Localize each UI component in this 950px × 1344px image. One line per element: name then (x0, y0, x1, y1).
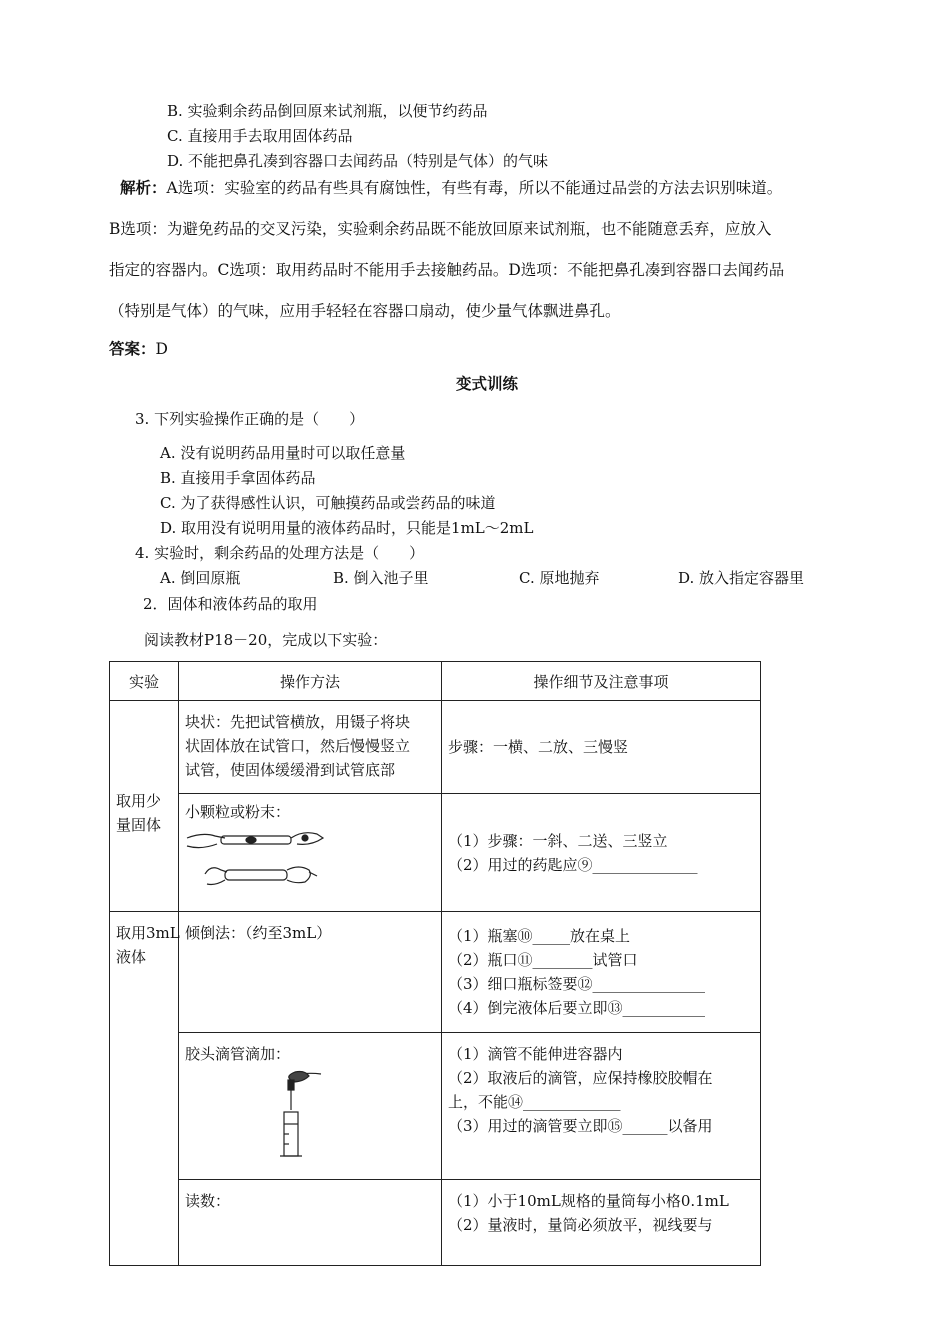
powder-method: 小颗粒或粉末： (185, 803, 291, 821)
solid-label-line-1: 取用少 (116, 792, 162, 810)
dropper-notes-line-1: （1）滴管不能伸进容器内 (448, 1045, 623, 1063)
header-method: 操作方法 (179, 662, 442, 701)
q2-option-c: C. 直接用手去取用固体药品 (167, 127, 353, 145)
answer-value: D (155, 340, 168, 358)
analysis-text-1: A选项：实验室的药品有些具有腐蚀性，有些有毒，所以不能通过品尝的方法去识别味道。 (166, 179, 783, 197)
table-row-reading (110, 1180, 761, 1266)
cell-solid-label (110, 701, 179, 912)
instruction-text: 阅读教材P18－20，完成以下实验： (144, 631, 388, 649)
q4-option-d: D. 放入指定容器里 (678, 569, 805, 587)
dropper-notes-line-3: 上，不能⑭_____________ (448, 1093, 621, 1111)
liquid-label-line-1: 取用3mL (116, 924, 180, 942)
pour-notes-line-4: （4）倒完液体后要立即⑬___________ (448, 999, 706, 1017)
q4-option-a: A. 倒回原瓶 (160, 569, 241, 587)
table-row-block (110, 701, 761, 794)
subsection-title: 2．固体和液体药品的取用 (143, 595, 318, 613)
q3-stem: 3. 下列实验操作正确的是（ ） (135, 410, 365, 428)
cell-dropper-method (179, 1033, 442, 1180)
dropper-method: 胶头滴管滴加： (185, 1045, 291, 1063)
cell-pour-method (179, 912, 442, 1033)
liquid-label-line-2: 液体 (116, 948, 147, 966)
dropper-notes-line-2: （2）取液后的滴管，应保持橡胶胶帽在 (448, 1069, 713, 1087)
reading-method: 读数： (185, 1192, 231, 1210)
analysis-line-1 (120, 176, 782, 198)
q4-option-c: C. 原地抛弃 (519, 569, 600, 587)
q2-option-b: B. 实验剩余药品倒回原来试剂瓶，以便节约药品 (167, 102, 488, 120)
header-notes: 操作细节及注意事项 (442, 662, 761, 701)
cell-reading-notes (442, 1180, 761, 1266)
header-experiment: 实验 (110, 662, 179, 701)
dropper-illustration-icon (185, 1068, 335, 1160)
dropper-notes-line-4: （3）用过的滴管要立即⑮______以备用 (448, 1117, 713, 1135)
section-title: 变式训练 (456, 375, 519, 393)
pour-notes-line-2: （2）瓶口⑪________试管口 (448, 951, 638, 969)
table-header-row (110, 662, 761, 701)
cell-powder-method (179, 794, 442, 912)
q4-stem: 4. 实验时，剩余药品的处理方法是（ ） (135, 544, 425, 562)
q3-option-d: D. 取用没有说明用量的液体药品时，只能是1mL～2mL (160, 519, 534, 537)
cell-pour-notes (442, 912, 761, 1033)
pour-notes-line-3: （3）细口瓶标签要⑫_______________ (448, 975, 706, 993)
analysis-label: 解析： (120, 179, 167, 197)
q2-option-d: D. 不能把鼻孔凑到容器口去闻药品（特别是气体）的气味 (167, 152, 549, 170)
cell-block-method (179, 701, 442, 794)
experiment-table (109, 661, 761, 1266)
q4-option-b: B. 倒入池子里 (333, 569, 429, 587)
q3-option-b: B. 直接用手拿固体药品 (160, 469, 316, 487)
reading-notes-line-1: （1）小于10mL规格的量筒每小格0.1mL (448, 1192, 729, 1210)
cell-powder-notes (442, 794, 761, 912)
cell-dropper-notes (442, 1033, 761, 1180)
reading-notes-line-2: （2）量液时，量筒必须放平，视线要与 (448, 1216, 713, 1234)
pour-notes-line-1: （1）瓶塞⑩_____放在桌上 (448, 927, 631, 945)
q3-option-a: A. 没有说明药品用量时可以取任意量 (160, 444, 406, 462)
cell-block-notes (442, 701, 761, 794)
table-row-dropper (110, 1033, 761, 1180)
powder-notes-line-1: （1）步骤：一斜、二送、三竖立 (448, 831, 668, 850)
block-method-line-1: 块状：先把试管横放，用镊子将块 (185, 713, 411, 731)
powder-scoop-illustration-icon (185, 824, 325, 894)
answer-line (109, 337, 168, 359)
block-notes: 步骤：一横、二放、三慢竖 (448, 738, 629, 756)
table-row-pour (110, 912, 761, 1033)
block-method-line-3: 试管，使固体缓缓滑到试管底部 (185, 761, 396, 779)
powder-notes-line-2: （2）用过的药匙应⑨______________ (448, 855, 698, 874)
cell-reading-method (179, 1180, 442, 1266)
block-method-line-2: 状固体放在试管口，然后慢慢竖立 (185, 737, 411, 755)
pour-method: 倾倒法：（约至3mL） (185, 924, 332, 942)
analysis-line-4: （特别是气体）的气味，应用手轻轻在容器口扇动，使少量气体飘进鼻孔。 (109, 302, 621, 320)
analysis-line-2: B选项：为避免药品的交叉污染，实验剩余药品既不能放回原来试剂瓶，也不能随意丢弃，应放入 (109, 220, 772, 238)
table-row-powder (110, 794, 761, 912)
q3-option-c: C. 为了获得感性认识，可触摸药品或尝药品的味道 (160, 494, 496, 512)
answer-label: 答案： (109, 340, 156, 358)
cell-liquid-label (110, 912, 179, 1266)
analysis-line-3: 指定的容器内。C选项：取用药品时不能用手去接触药品。D选项：不能把鼻孔凑到容器口去闻药品 (109, 261, 785, 279)
solid-label-line-2: 量固体 (116, 816, 162, 834)
